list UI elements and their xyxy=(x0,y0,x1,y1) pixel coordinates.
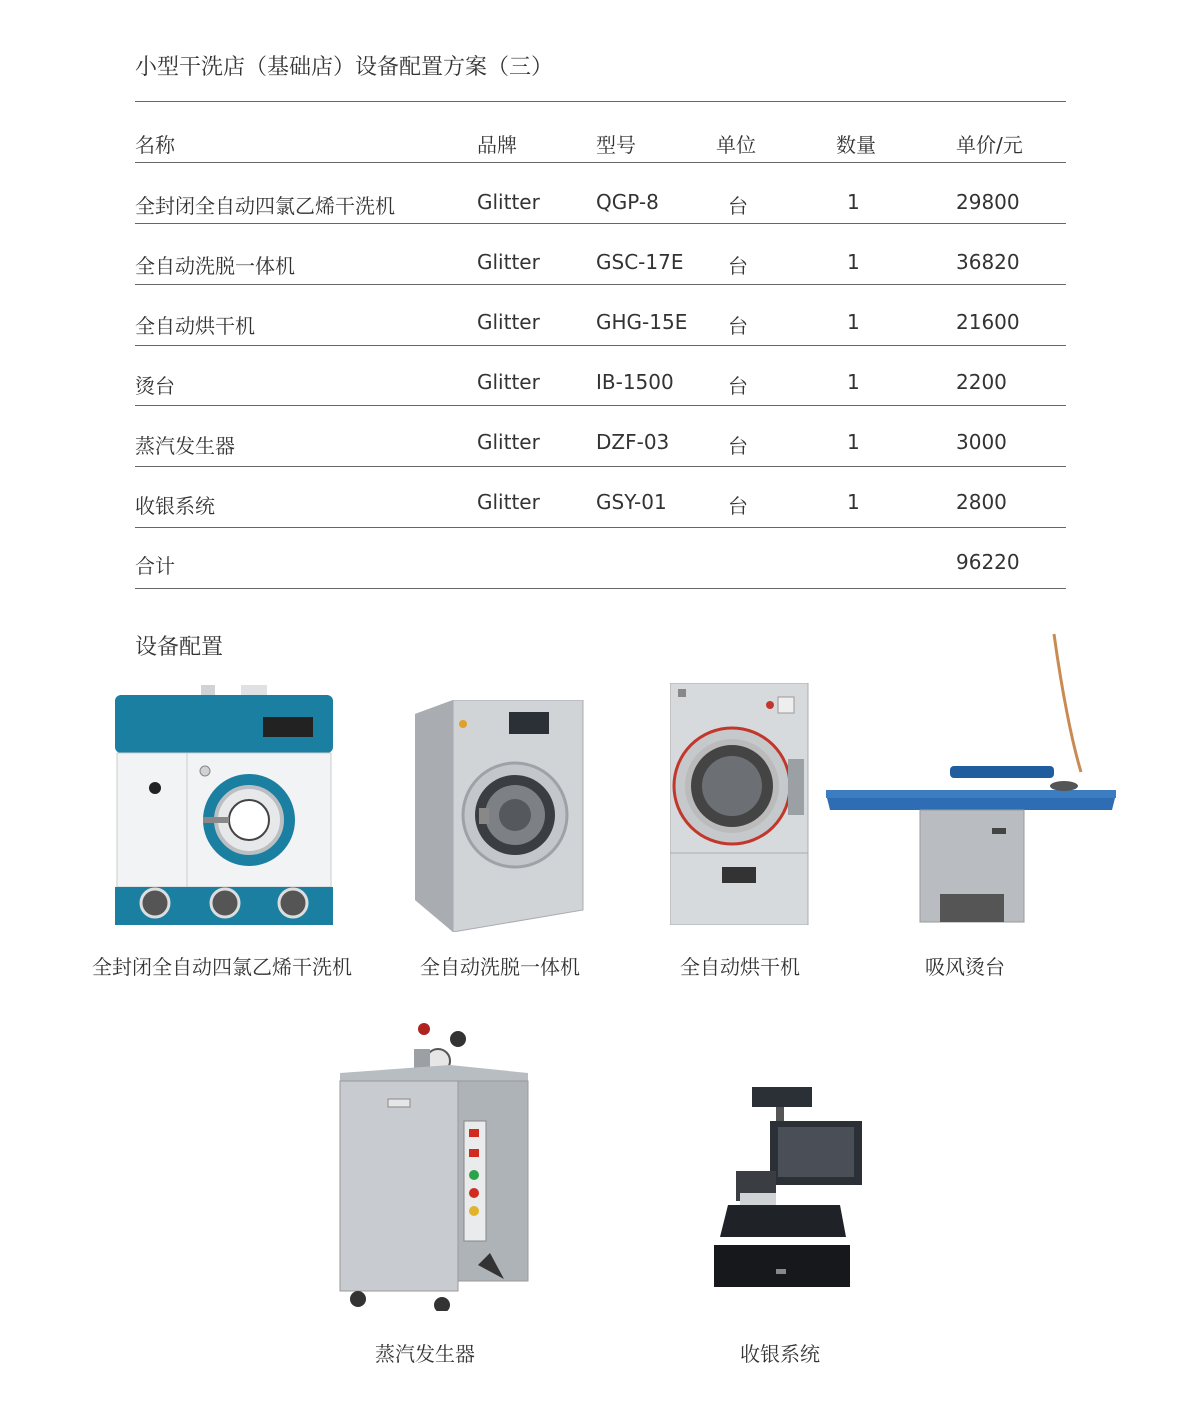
row-price: 29800 xyxy=(956,190,1020,214)
row-brand: Glitter xyxy=(477,430,540,454)
caption-dryer: 全自动烘干机 xyxy=(680,955,800,979)
row-name: 全封闭全自动四氯乙烯干洗机 xyxy=(135,194,395,218)
caption-ironing-table: 吸风烫台 xyxy=(925,955,1005,979)
ironing-table-image xyxy=(826,632,1120,924)
page-title: 小型干洗店（基础店）设备配置方案（三） xyxy=(135,55,554,80)
dry-cleaning-machine-image xyxy=(115,683,335,925)
row-qty: 1 xyxy=(847,370,860,394)
header-name: 名称 xyxy=(135,133,175,157)
header-model: 型号 xyxy=(596,133,636,157)
caption-cash-register: 收银系统 xyxy=(740,1342,820,1366)
row-unit: 台 xyxy=(728,494,748,518)
washer-extractor-image xyxy=(413,700,585,932)
caption-washer: 全自动洗脱一体机 xyxy=(420,955,580,979)
row-divider xyxy=(135,405,1066,406)
row-name: 烫台 xyxy=(135,374,175,398)
row-name: 全自动洗脱一体机 xyxy=(135,254,295,278)
row-qty: 1 xyxy=(847,310,860,334)
row-model: GSY-01 xyxy=(596,490,667,514)
header-unit: 单位 xyxy=(716,133,756,157)
row-brand: Glitter xyxy=(477,490,540,514)
tumble-dryer-image xyxy=(670,683,810,925)
row-brand: Glitter xyxy=(477,310,540,334)
row-unit: 台 xyxy=(728,434,748,458)
row-divider xyxy=(135,223,1066,224)
row-qty: 1 xyxy=(847,190,860,214)
row-price: 36820 xyxy=(956,250,1020,274)
row-price: 2800 xyxy=(956,490,1007,514)
header-price: 单价/元 xyxy=(956,133,1023,157)
caption-steam-generator: 蒸汽发生器 xyxy=(375,1342,475,1366)
row-name: 收银系统 xyxy=(135,494,215,518)
row-name: 蒸汽发生器 xyxy=(135,434,235,458)
row-model: GSC-17E xyxy=(596,250,684,274)
section-title: 设备配置 xyxy=(135,635,224,660)
row-unit: 台 xyxy=(728,314,748,338)
row-brand: Glitter xyxy=(477,370,540,394)
cash-register-image xyxy=(710,1085,862,1289)
row-price: 21600 xyxy=(956,310,1020,334)
row-unit: 台 xyxy=(728,374,748,398)
row-name: 全自动烘干机 xyxy=(135,314,255,338)
header-divider xyxy=(135,162,1066,163)
row-unit: 台 xyxy=(728,254,748,278)
row-qty: 1 xyxy=(847,250,860,274)
row-price: 2200 xyxy=(956,370,1007,394)
steam-generator-image xyxy=(338,1017,538,1311)
row-brand: Glitter xyxy=(477,250,540,274)
row-brand: Glitter xyxy=(477,190,540,214)
title-divider xyxy=(135,101,1066,102)
row-divider xyxy=(135,527,1066,528)
header-brand: 品牌 xyxy=(477,133,517,157)
row-price: 3000 xyxy=(956,430,1007,454)
table-bottom-rule xyxy=(135,588,1066,589)
row-qty: 1 xyxy=(847,490,860,514)
row-divider xyxy=(135,466,1066,467)
row-qty: 1 xyxy=(847,430,860,454)
row-model: IB-1500 xyxy=(596,370,674,394)
row-divider xyxy=(135,284,1066,285)
total-value: 96220 xyxy=(956,550,1020,574)
total-label: 合计 xyxy=(135,554,175,578)
caption-dry-cleaner: 全封闭全自动四氯乙烯干洗机 xyxy=(92,955,352,979)
row-model: GHG-15E xyxy=(596,310,688,334)
row-divider xyxy=(135,345,1066,346)
row-unit: 台 xyxy=(728,194,748,218)
row-model: QGP-8 xyxy=(596,190,659,214)
row-model: DZF-03 xyxy=(596,430,670,454)
header-qty: 数量 xyxy=(836,133,876,157)
